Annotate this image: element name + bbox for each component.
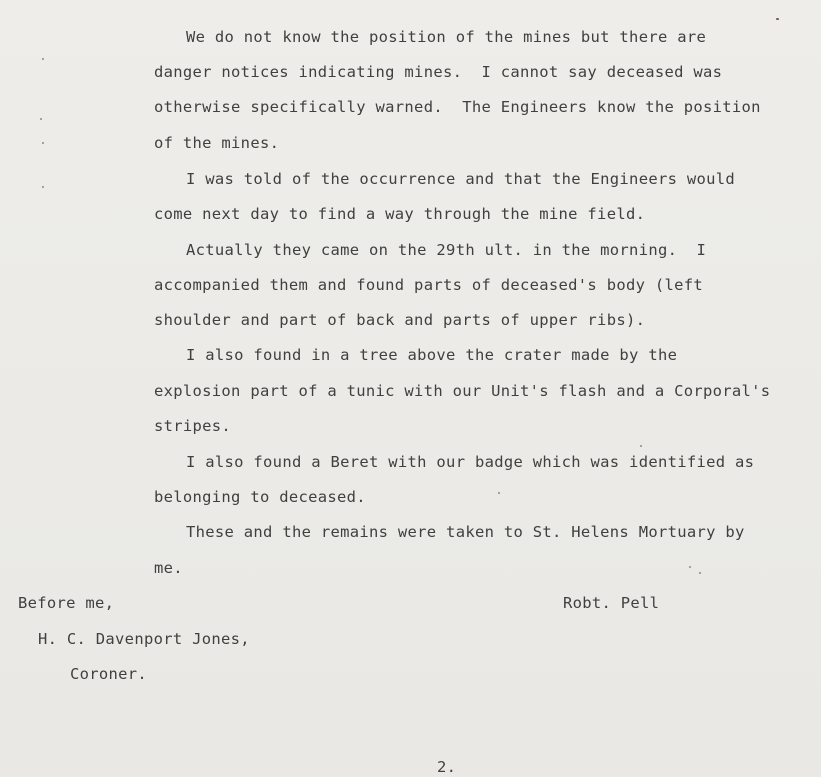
paper-speck xyxy=(640,445,642,447)
body-line: We do not know the position of the mines but there are xyxy=(186,28,707,46)
paper-speck xyxy=(42,186,44,188)
body-line: I also found in a tree above the crater made by the xyxy=(186,346,678,364)
body-line: otherwise specifically warned. The Engineers know the position xyxy=(154,98,761,116)
paper-speck xyxy=(498,492,500,494)
coroner-name: H. C. Davenport Jones, xyxy=(38,630,250,648)
body-line: I also found a Beret with our badge which was identified as xyxy=(186,453,755,471)
coroner-title: Coroner. xyxy=(70,665,148,683)
paper-speck xyxy=(776,18,779,20)
body-line: shoulder and part of back and parts of upper ribs). xyxy=(154,311,646,329)
body-line: stripes. xyxy=(154,417,232,435)
body-line: danger notices indicating mines. I cannot say deceased was xyxy=(154,63,723,81)
body-line: of the mines. xyxy=(154,134,280,152)
before-me-label: Before me, xyxy=(18,594,115,612)
body-line: me. xyxy=(154,559,183,577)
body-line: belonging to deceased. xyxy=(154,488,366,506)
body-line: These and the remains were taken to St. Helens Mortuary by xyxy=(186,523,745,541)
body-line: I was told of the occurrence and that the Engineers would xyxy=(186,170,736,188)
paper-speck xyxy=(699,572,701,574)
paper-speck xyxy=(42,142,44,144)
body-line: accompanied them and found parts of deceased's body (left xyxy=(154,276,704,294)
body-line: explosion part of a tunic with our Unit's flash and a Corporal's xyxy=(154,382,771,400)
body-line: come next day to find a way through the mine field. xyxy=(154,205,646,223)
paper-speck xyxy=(40,118,42,120)
paper-speck xyxy=(689,566,691,568)
signature: Robt. Pell xyxy=(563,594,660,612)
paper-speck xyxy=(42,58,44,60)
body-line: Actually they came on the 29th ult. in the morning. I xyxy=(186,241,707,259)
page-number: 2. xyxy=(437,758,457,776)
